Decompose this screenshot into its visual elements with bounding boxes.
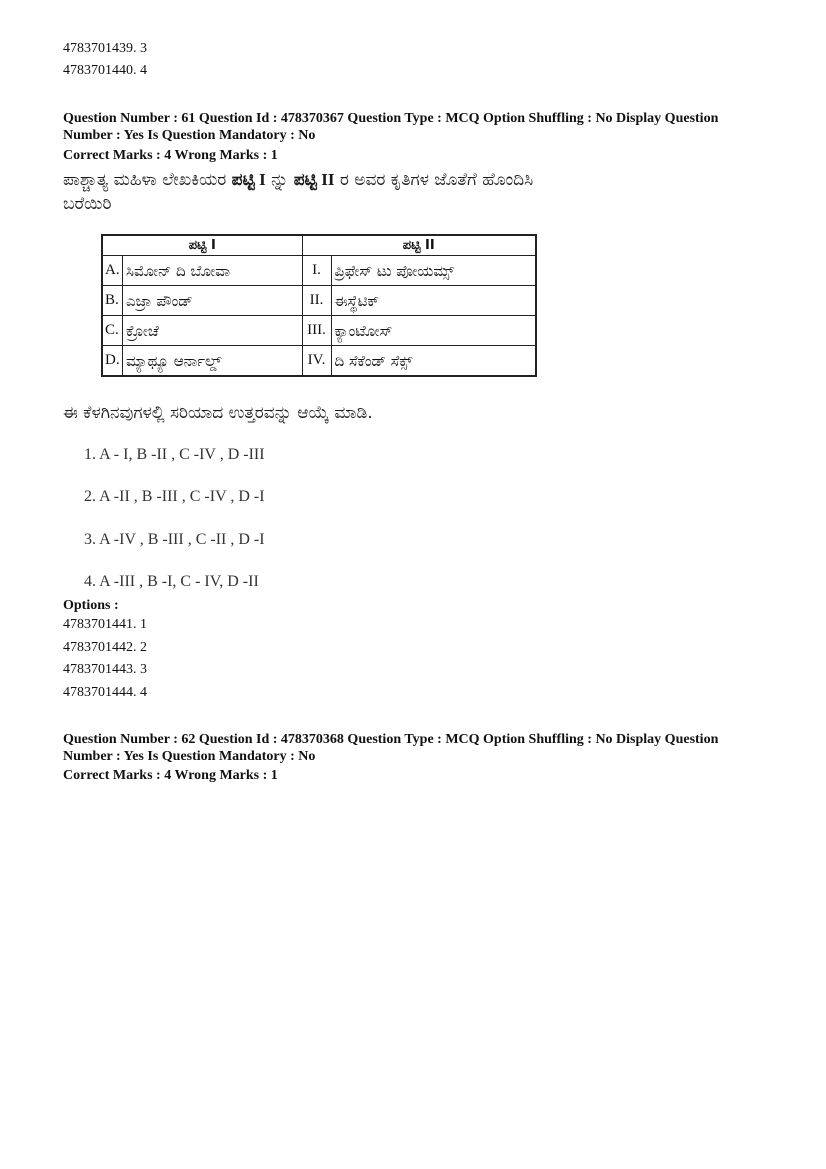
- list2-item-i: ಪ್ರಿಫೇಸ್ ಟು ಪೋಯಮ್ಸ್: [331, 256, 536, 286]
- choice-1: 1. A - I, B -II , C -IV , D -III: [84, 446, 265, 463]
- q62-meta-line1: Question Number : 62 Question Id : 478370368 Question Type : MCQ Option Shuffling : No Display Question: [63, 732, 719, 747]
- option-2: 4783701442. 2: [63, 640, 147, 655]
- list1-header: ಪಟ್ಟಿ I: [102, 235, 302, 256]
- table-row: [102, 256, 536, 286]
- list1-item-a: ಸಿಮೋನ್ ದಿ ಬೋವಾ: [123, 256, 303, 286]
- q61-meta-line2: Number : Yes Is Question Mandatory : No: [63, 128, 316, 143]
- q61-prompt-part2: ನ್ನು: [265, 170, 294, 190]
- q61-prompt-list2: ಪಟ್ಟಿ II: [293, 170, 335, 189]
- q61-prompt: [63, 170, 533, 190]
- q61-prompt-line2: ಬರೆಯಿರಿ: [63, 194, 112, 214]
- row-label-a: A.: [102, 256, 123, 286]
- list1-item-c: ಕ್ರೋಚೆ: [123, 316, 303, 346]
- options-label: Options :: [63, 598, 119, 613]
- table-row: [102, 316, 536, 346]
- choice-4: 4. A -III , B -I, C - IV, D -II: [84, 573, 259, 590]
- q61-prompt-list1: ಪಟ್ಟಿ I: [231, 170, 266, 189]
- table-row: [102, 346, 536, 377]
- q61-prompt-part1: ಪಾಶ್ಚಾತ್ಯ ಮಹಿಳಾ ಲೇಖಕಿಯರ: [63, 170, 232, 190]
- row-label-iv: IV.: [302, 346, 331, 377]
- choice-2: 2. A -II , B -III , C -IV , D -I: [84, 488, 265, 505]
- row-label-b: B.: [102, 286, 123, 316]
- table-row: [102, 286, 536, 316]
- q61-meta-line1: Question Number : 61 Question Id : 478370367 Question Type : MCQ Option Shuffling : No Display Question: [63, 111, 719, 126]
- q61-instruction: ಈ ಕೆಳಗಿನವುಗಳಲ್ಲಿ ಸರಿಯಾದ ಉತ್ತರವನ್ನು ಆಯ್ಕೆ ಮಾಡಿ.: [63, 403, 373, 423]
- option-3: 4783701443. 3: [63, 662, 147, 677]
- row-label-d: D.: [102, 346, 123, 377]
- list2-item-iv: ದಿ ಸೆಕೆಂಡ್ ಸೆಕ್ಸ್: [331, 346, 536, 377]
- q62-marks: Correct Marks : 4 Wrong Marks : 1: [63, 768, 278, 783]
- list1-item-d: ಮ್ಯಾಥ್ಯೂ ಆರ್ನಾಲ್ಡ್: [123, 346, 303, 377]
- list2-header: ಪಟ್ಟಿ II: [302, 235, 536, 256]
- option-4: 4783701444. 4: [63, 685, 147, 700]
- q62-meta-line2: Number : Yes Is Question Mandatory : No: [63, 749, 316, 764]
- option-1: 4783701441. 1: [63, 617, 147, 632]
- prev-option-4: 4783701440. 4: [63, 63, 147, 78]
- row-label-iii: III.: [302, 316, 331, 346]
- list2-item-iii: ಕ್ಯಾಂಟೋಸ್: [331, 316, 536, 346]
- q61-marks: Correct Marks : 4 Wrong Marks : 1: [63, 148, 278, 163]
- row-label-i: I.: [302, 256, 331, 286]
- row-label-ii: II.: [302, 286, 331, 316]
- choice-3: 3. A -IV , B -III , C -II , D -I: [84, 531, 265, 548]
- list2-item-ii: ಈಸ್ಥೆಟಿಕ್: [331, 286, 536, 316]
- prev-option-3: 4783701439. 3: [63, 41, 147, 56]
- match-table: [101, 234, 537, 377]
- row-label-c: C.: [102, 316, 123, 346]
- list1-item-b: ಎಜ್ರಾ ಪೌಂಡ್: [123, 286, 303, 316]
- q61-prompt-part3: ರ ಅವರ ಕೃತಿಗಳ ಜೊತೆಗೆ ಹೊಂದಿಸಿ: [334, 170, 534, 190]
- match-table-header: [102, 235, 536, 256]
